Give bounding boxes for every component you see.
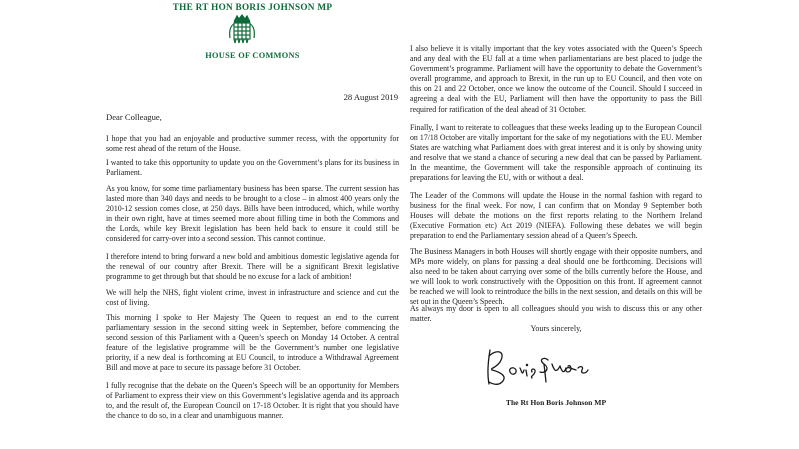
right-paragraph-3: The Leader of the Commons will update the House in the normal fashion with regard to business for the final week. For now, I can confirm that on Monday 9 September both Houses will debate the motions on the first reports relating to the Northern Ireland (Executive Formation etc) Act 2019 (NIEFA). Following these debates we will begin preparation to end the Parliamentary session ahead of a Queen’s Speech. [410,191,702,241]
signatory-name: The Rt Hon Boris Johnson MP [505,398,607,407]
right-paragraph-1: I also believe it is vitally important that the key votes associated with the Queen’s Speech and any deal with the EU fall at a time when parliamentarians are best placed to judge the Government’s programme. Parliament will have the opportunity to debate the Government’s overall programme, and approach to Brexit, in the run up to EU Council, and then vote on this on 21 and 22 October, once we know the outcome of the Council. Should I succeed in agreeing a deal with the EU, Parliament will then have the opportunity to pass the Bill required for ratification of the deal ahead of 31 October. [410,44,702,114]
letter-date: 28 August 2019 [343,92,398,102]
closing: Yours sincerely, [530,324,582,333]
letterhead-house: HOUSE OF COMMONS [205,51,300,60]
right-paragraph-4: The Business Managers in both Houses will shortly engage with their opposite numbers, and MPs more widely, on plans for passing a deal should one be forthcoming. Decisions will also need to be taken about carrying over some of the bills currently before the House, and we will look to work constructively with the Opposition on this front. If agreement cannot be reached we will look to reintroduce the bills in the next session, and details on this will be set out in the Queen’s Speech. [410,247,702,307]
right-paragraph-5: As always my door is open to all colleagues should you wish to discuss this or any other matter. [410,304,702,324]
left-paragraph-2: I wanted to take this opportunity to update you on the Government’s plans for its business in Parliament. [106,158,399,178]
right-paragraph-2: Finally, I want to reiterate to colleagues that these weeks leading up to the European Council on 17/18 October are vitally important for the sake of my negotiations with the EU. Member States are watching what Parliament does with great interest and it is only by showing unity and resolve that we stand a chance of securing a new deal that can be passed by Parliament. In the meantime, the Government will take the responsible approach of continuing its preparations for leaving the EU, with or without a deal. [410,123,702,183]
salutation: Dear Colleague, [106,112,162,122]
left-paragraph-5: We will help the NHS, fight violent crime, invest in infrastructure and science and cut the cost of living. [106,288,399,308]
letterhead-name: THE RT HON BORIS JOHNSON MP [172,2,333,12]
handwritten-signature-icon [480,342,620,390]
left-paragraph-4: I therefore intend to bring forward a new bold and ambitious domestic legislative agenda for the renewal of our country after Brexit. There will be a significant Brexit legislative programme to get through but that should be no excuse for a lack of ambition! [106,252,399,282]
left-paragraph-1: I hope that you had an enjoyable and productive summer recess, with the opportunity for some rest ahead of the return of the House. [106,134,399,154]
left-paragraph-6: This morning I spoke to Her Majesty The Queen to request an end to the current parliamentary session in the second sitting week in September, before commencing the second session of this Parliament with a Queen’s speech on Monday 14 October. A central feature of the legislative programme will be the Government’s number one legislative priority, if a new deal is forthcoming at EU Council, to introduce a Withdrawal Agreement Bill and move at pace to secure its passage before 31 October. [106,313,399,373]
portcullis-icon [226,14,258,46]
left-paragraph-7: I fully recognise that the debate on the Queen’s Speech will be an opportunity for Members of Parliament to express their view on this Government’s legislative agenda and its approach to, and the result of, the European Council on 17-18 October. It is right that you should have the chance to do so, in a clear and unambiguous manner. [106,381,399,421]
left-paragraph-3: As you know, for some time parliamentary business has been sparse. The current session has lasted more than 340 days and needs to be brought to a close – in almost 400 years only the 2010-12 session comes close, at 250 days. Bills have been introduced, which, while worthy in their own right, have at times seemed more about filling time in both the Commons and the Lords, while key Brexit legislation has been held back to ensure it could still be considered for carry-over into a second session. This cannot continue. [106,184,399,244]
